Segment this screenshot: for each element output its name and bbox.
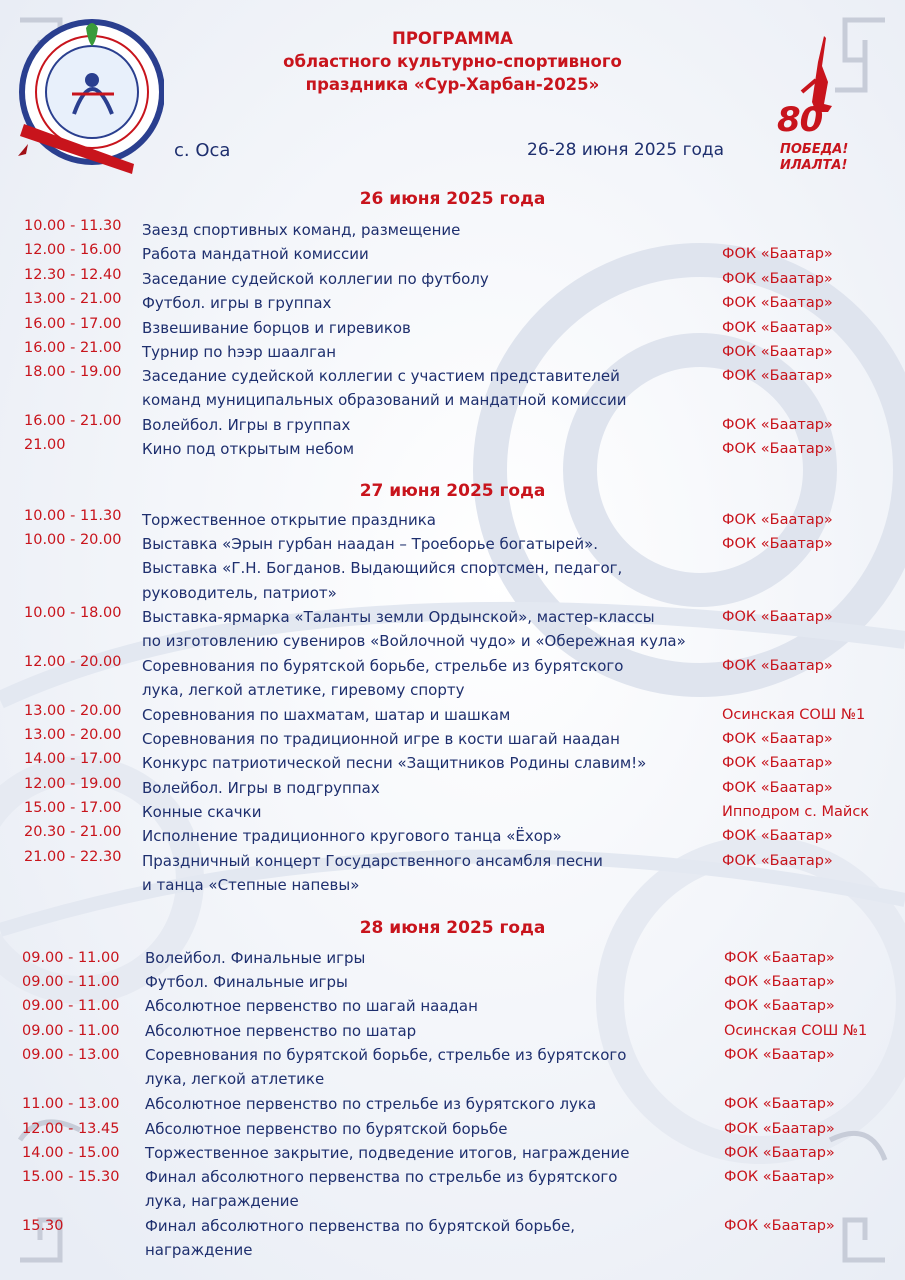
- event-place: с. Оса: [174, 140, 231, 161]
- victory-number: 80: [777, 100, 823, 140]
- program-subtitle-2: праздника «Сур-Харбан-2025»: [305, 75, 600, 94]
- schedule-venue: ФОК «Баатар»: [724, 1121, 835, 1137]
- schedule-venue: Осинская СОШ №1: [722, 707, 866, 723]
- event-dates: 26-28 июня 2025 года: [527, 140, 725, 160]
- schedule-event: [145, 1165, 723, 1214]
- schedule-event-line: Взвешивание борцов и гиревиков: [142, 319, 411, 337]
- schedule-event: [142, 654, 720, 703]
- schedule-event-line: Соревнования по шахматам, шатар и шашкам: [142, 706, 511, 724]
- schedule-time: 15.00 - 17.00: [24, 800, 122, 816]
- schedule-event-line: Волейбол. Финальные игры: [145, 949, 366, 967]
- schedule-event-line: и танца «Степные напевы»: [142, 876, 360, 895]
- schedule-venue: ФОК «Баатар»: [722, 780, 833, 796]
- schedule-venue: Осинская СОШ №1: [724, 1023, 868, 1039]
- schedule-event-line: Волейбол. Игры в подгруппах: [142, 779, 380, 797]
- schedule-time: 10.00 - 11.30: [24, 218, 122, 234]
- schedule-event: [145, 1092, 723, 1116]
- schedule-venue: ФОК «Баатар»: [722, 853, 833, 869]
- schedule-event: [142, 364, 720, 413]
- schedule-venue: ФОК «Баатар»: [722, 271, 833, 287]
- schedule-time: 09.00 - 11.00: [22, 950, 120, 966]
- schedule-event-line: лука, награждение: [145, 1192, 299, 1211]
- schedule-event-line: Волейбол. Игры в группах: [142, 416, 351, 434]
- day-heading-2: 27 июня 2025 года: [359, 481, 546, 501]
- schedule-event: [142, 508, 720, 532]
- schedule-event-line: награждение: [145, 1241, 253, 1260]
- schedule-time: 13.00 - 21.00: [24, 291, 122, 307]
- schedule-event-line: Абсолютное первенство по шагай наадан: [145, 997, 478, 1015]
- schedule-time: 14.00 - 15.00: [22, 1145, 120, 1161]
- schedule-time: 13.00 - 20.00: [24, 703, 122, 719]
- schedule-event: [142, 291, 720, 315]
- schedule-event-line: Кино под открытым небом: [142, 440, 355, 458]
- schedule-venue: ФОК «Баатар»: [722, 441, 833, 457]
- schedule-event-line: Соревнования по традиционной игре в кости шагай наадан: [142, 730, 620, 748]
- schedule-venue: ФОК «Баатар»: [722, 320, 833, 336]
- schedule-event-line: Конные скачки: [142, 803, 262, 821]
- schedule-event: [142, 340, 720, 364]
- schedule-time: 12.00 - 19.00: [24, 776, 122, 792]
- schedule-time: 15.00 - 15.30: [22, 1169, 120, 1185]
- schedule-event-line: Финал абсолютного первенства по бурятской борьбе,: [145, 1217, 576, 1235]
- schedule-event: [145, 1141, 723, 1165]
- schedule-event-line: Торжественное закрытие, подведение итогов, награждение: [145, 1144, 630, 1162]
- program-title: ПРОГРАММА: [392, 29, 513, 48]
- schedule-event-line: руководитель, патриот»: [142, 583, 337, 602]
- schedule-venue: ФОК «Баатар»: [722, 344, 833, 360]
- schedule-venue: ФОК «Баатар»: [722, 658, 833, 674]
- schedule-venue: ФОК «Баатар»: [722, 368, 833, 384]
- schedule-event-line: Футбол. игры в группах: [142, 294, 332, 312]
- schedule-event: [142, 605, 720, 654]
- schedule-event-line: по изготовлению сувениров «Войлочной чудо» и «Обережная кула»: [142, 632, 686, 651]
- schedule-venue: ФОК «Баатар»: [724, 1169, 835, 1185]
- schedule-event: [142, 316, 720, 340]
- schedule-time: 16.00 - 21.00: [24, 413, 122, 429]
- schedule-time: 12.00 - 16.00: [24, 242, 122, 258]
- schedule-event: [142, 242, 720, 266]
- schedule-venue: ФОК «Баатар»: [722, 295, 833, 311]
- schedule-time: 13.00 - 20.00: [24, 727, 122, 743]
- schedule-time: 16.00 - 21.00: [24, 340, 122, 356]
- schedule-venue: ФОК «Баатар»: [722, 755, 833, 771]
- schedule-venue: ФОК «Баатар»: [724, 1145, 835, 1161]
- schedule-event: [142, 824, 720, 848]
- schedule-time: 16.00 - 17.00: [24, 316, 122, 332]
- schedule-event: [142, 727, 720, 751]
- schedule-venue: ФОК «Баатар»: [724, 1047, 835, 1063]
- schedule-time: 21.00 - 22.30: [24, 849, 122, 865]
- schedule-time: 12.00 - 13.45: [22, 1121, 120, 1137]
- schedule-venue: ФОК «Баатар»: [722, 417, 833, 433]
- schedule-time: 11.00 - 13.00: [22, 1096, 120, 1112]
- program-subtitle-1: областного культурно-спортивного: [283, 52, 622, 71]
- schedule-time: 09.00 - 13.00: [22, 1047, 120, 1063]
- schedule-event: [142, 413, 720, 437]
- schedule-event: [142, 532, 720, 605]
- schedule-time: 09.00 - 11.00: [22, 998, 120, 1014]
- schedule-event: [142, 703, 720, 727]
- schedule-event-line: Выставка «Г.Н. Богданов. Выдающийся спортсмен, педагог,: [142, 559, 623, 578]
- schedule-event-line: Финал абсолютного первенства по стрельбе из бурятского: [145, 1168, 618, 1186]
- schedule-event-line: Абсолютное первенство по стрельбе из бурятского лука: [145, 1095, 597, 1113]
- schedule-time: 09.00 - 11.00: [22, 974, 120, 990]
- schedule-event: [145, 946, 723, 970]
- schedule-venue: ФОК «Баатар»: [722, 731, 833, 747]
- schedule-event: [145, 1043, 723, 1092]
- schedule-event: [142, 218, 720, 242]
- schedule-event-line: Заседание судейской коллегии с участием представителей: [142, 367, 620, 385]
- victory-line1: ПОБЕДА!: [780, 142, 849, 157]
- schedule-venue: ФОК «Баатар»: [724, 1096, 835, 1112]
- schedule-time: 15.30: [22, 1218, 64, 1234]
- schedule-event-line: Конкурс патриотической песни «Защитников Родины славим!»: [142, 754, 647, 772]
- schedule-event: [145, 970, 723, 994]
- schedule-venue: ФОК «Баатар»: [724, 1218, 835, 1234]
- schedule-event-line: Турнир по һээр шаалган: [142, 343, 336, 361]
- schedule-event-line: лука, легкой атлетике: [145, 1070, 325, 1089]
- schedule-event: [145, 1214, 723, 1263]
- schedule-time: 14.00 - 17.00: [24, 751, 122, 767]
- schedule-time: 09.00 - 11.00: [22, 1023, 120, 1039]
- schedule-event-line: Заседание судейской коллегии по футболу: [142, 270, 489, 288]
- schedule-event: [145, 1019, 723, 1043]
- schedule-time: 18.00 - 19.00: [24, 364, 122, 380]
- schedule-event-line: команд муниципальных образований и мандатной комиссии: [142, 391, 627, 410]
- schedule-venue: ФОК «Баатар»: [724, 950, 835, 966]
- schedule-venue: ФОК «Баатар»: [724, 974, 835, 990]
- schedule-event-line: Соревнования по бурятской борьбе, стрельбе из бурятского: [142, 657, 624, 675]
- schedule-event: [142, 776, 720, 800]
- schedule-event: [142, 437, 720, 461]
- schedule-time: 12.30 - 12.40: [24, 267, 122, 283]
- schedule-event-line: Работа мандатной комиссии: [142, 245, 369, 263]
- schedule-venue: ФОК «Баатар»: [722, 246, 833, 262]
- schedule-venue: ФОК «Баатар»: [724, 998, 835, 1014]
- schedule-event-line: Выставка-ярмарка «Таланты земли Ордынской», мастер-классы: [142, 608, 655, 626]
- schedule-time: 10.00 - 20.00: [24, 532, 122, 548]
- schedule-time: 21.00: [24, 437, 66, 453]
- schedule-event-line: лука, легкой атлетике, гиревому спорту: [142, 681, 465, 700]
- schedule-venue: ФОК «Баатар»: [722, 609, 833, 625]
- schedule-event-line: Заезд спортивных команд, размещение: [142, 221, 461, 239]
- schedule-event-line: Праздничный концерт Государственного ансамбля песни: [142, 852, 603, 870]
- schedule-event-line: Торжественное открытие праздника: [142, 511, 436, 529]
- schedule-time: 10.00 - 18.00: [24, 605, 122, 621]
- schedule-venue: ФОК «Баатар»: [722, 512, 833, 528]
- day-heading-1: 26 июня 2025 года: [359, 189, 546, 209]
- schedule-venue: Ипподром с. Майск: [722, 804, 870, 820]
- schedule-event-line: Футбол. Финальные игры: [145, 973, 348, 991]
- schedule-event: [145, 994, 723, 1018]
- schedule-event-line: Абсолютное первенство по шатар: [145, 1022, 417, 1040]
- schedule-event-line: Соревнования по бурятской борьбе, стрельбе из бурятского: [145, 1046, 627, 1064]
- schedule-event: [142, 751, 720, 775]
- schedule-time: 12.00 - 20.00: [24, 654, 122, 670]
- day-heading-3: 28 июня 2025 года: [359, 918, 546, 938]
- schedule-event: [142, 849, 720, 898]
- schedule-venue: ФОК «Баатар»: [722, 536, 833, 552]
- victory-line2: ИЛАЛТА!: [780, 158, 848, 173]
- schedule-venue: ФОК «Баатар»: [722, 828, 833, 844]
- schedule-event: [142, 267, 720, 291]
- schedule-event: [142, 800, 720, 824]
- schedule-event: [145, 1117, 723, 1141]
- schedule-event-line: Исполнение традиционного кругового танца «Ёхор»: [142, 827, 562, 845]
- schedule-time: 10.00 - 11.30: [24, 508, 122, 524]
- schedule-event-line: Выставка «Эрын гурбан наадан – Троеборье богатырей».: [142, 535, 599, 553]
- schedule-time: 20.30 - 21.00: [24, 824, 122, 840]
- schedule-event-line: Абсолютное первенство по бурятской борьбе: [145, 1120, 508, 1138]
